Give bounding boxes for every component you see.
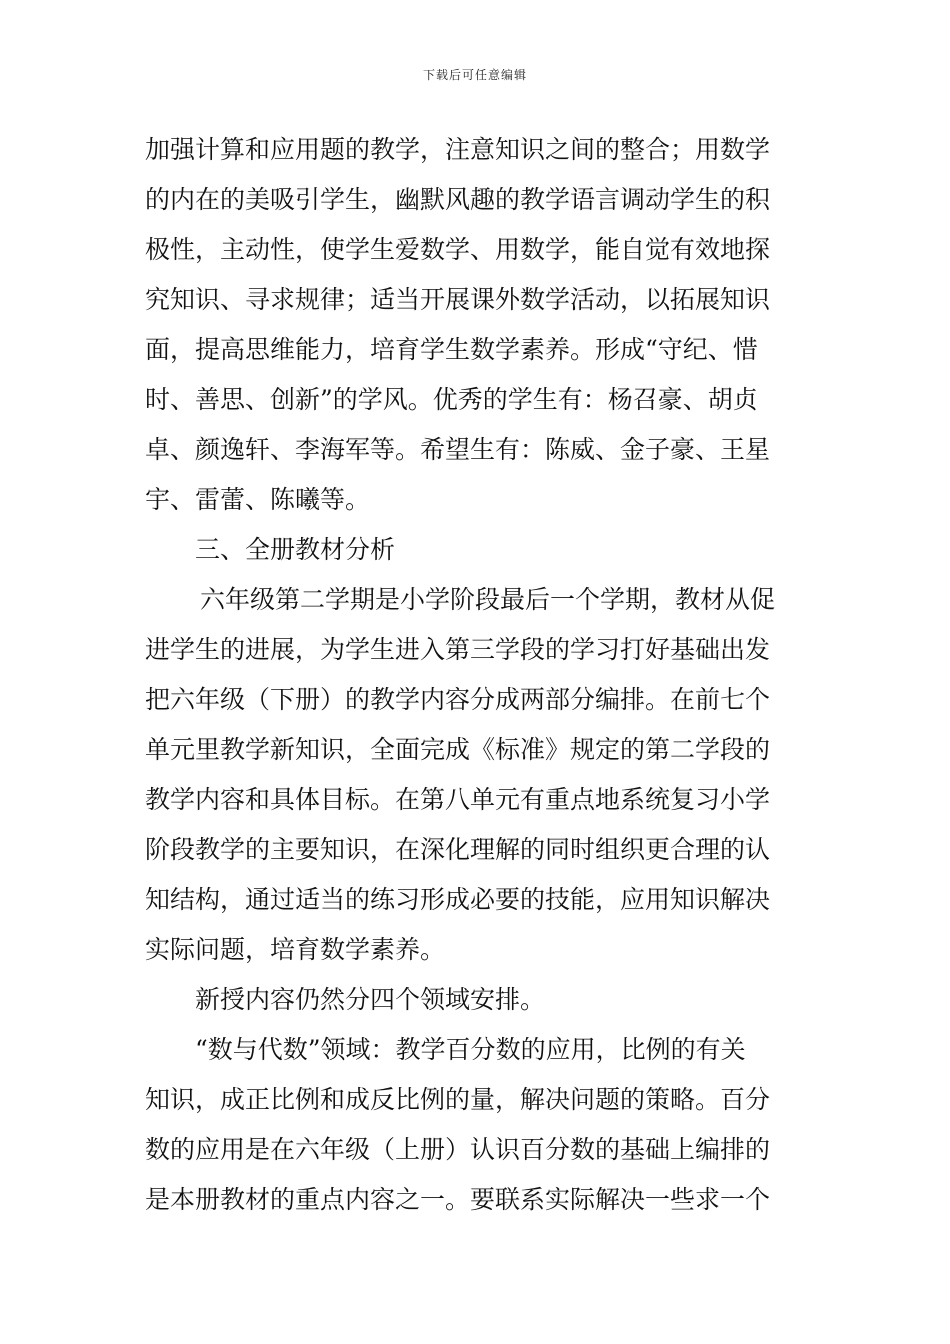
text-line-content: 卓、颜逸轩、李海军等。希望生有：陈威、金子豪、王星 bbox=[145, 435, 771, 464]
text-line-content: 知结构，通过适当的练习形成必要的技能，应用知识解决 bbox=[145, 885, 771, 914]
text-line-content: 的内在的美吸引学生，幽默风趣的教学语言调动学生的积 bbox=[145, 185, 771, 214]
text-line bbox=[0, 430, 950, 470]
text-line-content: 面，提高思维能力，培育学生数学素养。形成“守纪、惜 bbox=[145, 335, 758, 364]
text-line bbox=[0, 680, 950, 720]
text-line-content: 时、善思、创新”的学风。优秀的学生有：杨召豪、胡贞 bbox=[145, 385, 758, 414]
text-line-content: “数与代数”领域：教学百分数的应用，比例的有关 bbox=[195, 1035, 746, 1064]
text-line bbox=[0, 830, 950, 870]
section-heading-text: 三、全册教材分析 bbox=[195, 535, 396, 564]
text-line bbox=[0, 980, 950, 1020]
header-note: 下载后可任意编辑 bbox=[422, 68, 527, 82]
text-line bbox=[0, 930, 950, 970]
text-line-content: 新授内容仍然分四个领域安排。 bbox=[195, 985, 546, 1014]
section-heading bbox=[0, 530, 950, 570]
text-line bbox=[0, 180, 950, 220]
text-line bbox=[0, 880, 950, 920]
text-line bbox=[0, 380, 950, 420]
text-line bbox=[0, 1080, 950, 1120]
text-line bbox=[0, 1130, 950, 1170]
text-line bbox=[0, 1180, 950, 1220]
text-line bbox=[0, 330, 950, 370]
text-line bbox=[0, 130, 950, 170]
text-line-content: 单元里教学新知识，全面完成《标准》规定的第二学段的 bbox=[145, 735, 771, 764]
text-line bbox=[0, 630, 950, 670]
text-line-content: 把六年级（下册）的教学内容分成两部分编排。在前七个 bbox=[145, 685, 771, 714]
text-line-content: 数的应用是在六年级（上册）认识百分数的基础上编排的 bbox=[145, 1135, 771, 1164]
text-line bbox=[0, 480, 950, 520]
text-line bbox=[0, 230, 950, 270]
text-line-content: 进学生的进展，为学生进入第三学段的学习打好基础出发 bbox=[145, 635, 771, 664]
text-line-content: 知识，成正比例和成反比例的量，解决问题的策略。百分 bbox=[145, 1085, 771, 1114]
text-line-content: 究知识、寻求规律；适当开展课外数学活动，以拓展知识 bbox=[145, 285, 771, 314]
text-line bbox=[0, 730, 950, 770]
text-line bbox=[0, 280, 950, 320]
text-line-content: 教学内容和具体目标。在第八单元有重点地系统复习小学 bbox=[145, 785, 771, 814]
text-line-content: 六年级第二学期是小学阶段最后一个学期，教材从促 bbox=[200, 585, 776, 614]
text-line-content: 阶段教学的主要知识，在深化理解的同时组织更合理的认 bbox=[145, 835, 771, 864]
text-line bbox=[0, 780, 950, 820]
text-line-content: 极性，主动性，使学生爱数学、用数学，能自觉有效地探 bbox=[145, 235, 771, 264]
text-line-content: 是本册教材的重点内容之一。要联系实际解决一些求一个 bbox=[145, 1185, 771, 1214]
text-line bbox=[0, 1030, 950, 1070]
text-line bbox=[0, 580, 950, 620]
text-line-content: 实际问题，培育数学素养。 bbox=[145, 935, 446, 964]
text-line-content: 宇、雷蕾、陈曦等。 bbox=[145, 485, 371, 514]
text-line-content: 加强计算和应用题的教学，注意知识之间的整合；用数学 bbox=[145, 135, 771, 164]
